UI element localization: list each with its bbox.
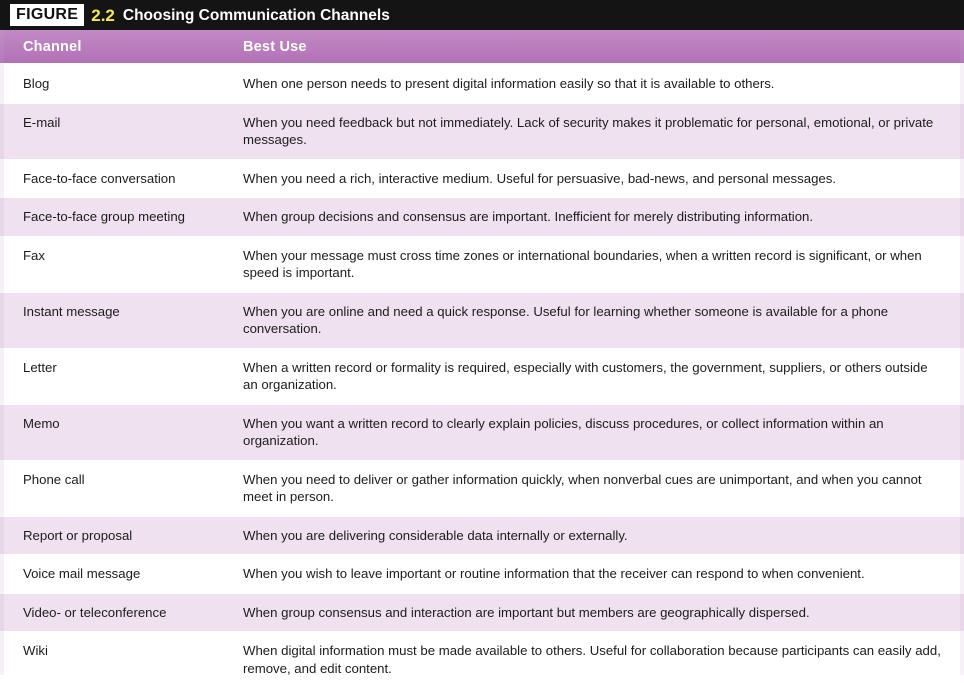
- cell-channel: Voice mail message: [23, 566, 141, 581]
- table-row: [0, 104, 964, 160]
- table-row: [0, 237, 964, 293]
- cell-channel: E-mail: [23, 114, 61, 130]
- cell-channel: Face-to-face group meeting: [23, 209, 185, 224]
- cell-best-use: When group consensus and interaction are important but members are geographically dispersed.: [243, 604, 810, 620]
- cell-best-use: When you want a written record to clearly explain policies, discuss procedures, or collect information within an organization.: [243, 415, 884, 448]
- cell-best-use: When you wish to leave important or routine information that the receiver can respond to when convenient.: [243, 566, 865, 581]
- table-row: [0, 349, 964, 405]
- table-row: [0, 160, 964, 199]
- table-header-row: [0, 30, 964, 65]
- figure-title-bar: [0, 0, 964, 30]
- cell-channel: Report or proposal: [23, 527, 133, 543]
- channels-table: [0, 30, 964, 688]
- table-row: [0, 198, 964, 237]
- table-row: [0, 293, 964, 349]
- table-row: [0, 65, 964, 104]
- table-row: [0, 461, 964, 517]
- cell-channel: Face-to-face conversation: [23, 170, 176, 186]
- cell-best-use: When your message must cross time zones or international boundaries, when a written record is significant, or when speed is important.: [243, 247, 922, 280]
- cell-channel: Wiki: [23, 643, 48, 658]
- cell-best-use: When you need to deliver or gather information quickly, when nonverbal cues are unimportant, and when you cannot meet in person.: [243, 471, 922, 504]
- table-row: [0, 517, 964, 556]
- column-header-channel: Channel: [23, 38, 82, 55]
- column-header-best-use: Best Use: [243, 38, 307, 55]
- page-bottom-margin: [0, 675, 964, 693]
- table-row: [0, 555, 964, 594]
- cell-best-use: When you are delivering considerable data internally or externally.: [243, 527, 628, 543]
- cell-channel: Letter: [23, 359, 57, 375]
- cell-channel: Memo: [23, 415, 60, 431]
- figure-title: Choosing Communication Channels: [122, 6, 390, 24]
- cell-channel: Fax: [23, 247, 45, 263]
- cell-best-use: When you need a rich, interactive medium. Useful for persuasive, bad-news, and personal messages.: [243, 170, 837, 186]
- cell-channel: Blog: [23, 76, 50, 91]
- cell-best-use: When you need feedback but not immediately. Lack of security makes it problematic for personal, emotional, or private messages.: [243, 114, 934, 147]
- cell-channel: Video- or teleconference: [23, 604, 167, 620]
- table-row: [0, 405, 964, 461]
- cell-best-use: When digital information must be made available to others. Useful for collaboration because participants can easily add, remove, and edit content.: [243, 643, 941, 676]
- cell-channel: Phone call: [23, 471, 85, 487]
- figure-number: 2.2: [91, 5, 115, 25]
- table-row: [0, 594, 964, 633]
- cell-channel: Instant message: [23, 303, 120, 319]
- cell-best-use: When you are online and need a quick response. Useful for learning whether someone is available for a phone conversation.: [243, 303, 889, 336]
- cell-best-use: When a written record or formality is required, especially with customers, the government, suppliers, or others outside an organization.: [243, 359, 928, 392]
- figure-tag-label: FIGURE: [10, 4, 84, 26]
- cell-best-use: When one person needs to present digital information easily so that it is available to others.: [243, 76, 775, 91]
- cell-best-use: When group decisions and consensus are important. Inefficient for merely distributing information.: [243, 209, 814, 224]
